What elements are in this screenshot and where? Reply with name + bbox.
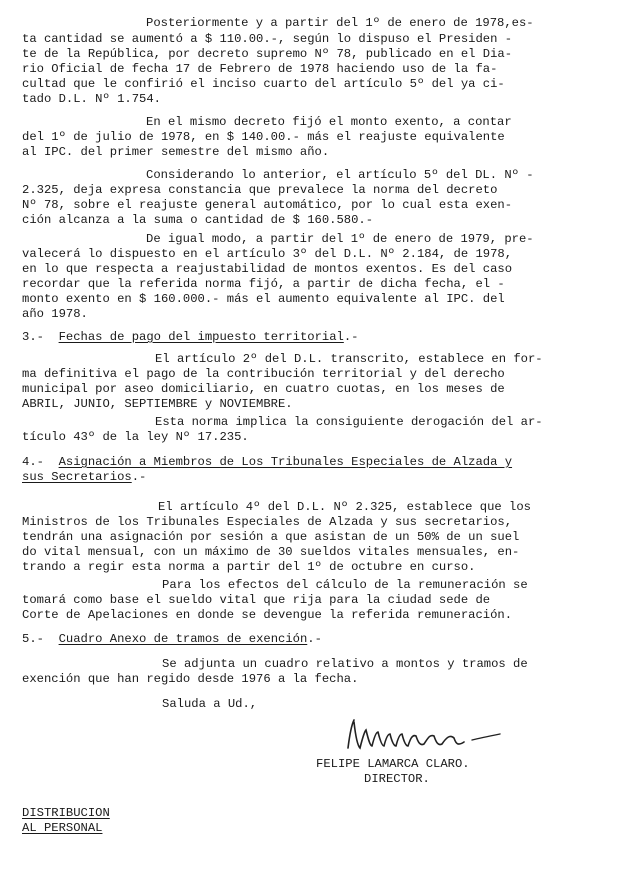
text-line: tendrán una asignación por sesión a que asistan de un 50% de un suel	[22, 530, 520, 544]
section-title-suffix: .-	[307, 632, 322, 646]
text-line: De igual modo, a partir del 1º de enero de 1979, pre-	[146, 232, 534, 246]
section-number: 3.-	[22, 330, 44, 344]
section-heading-4	[22, 455, 512, 469]
text-line: cultad que le confirió el inciso cuarto del artículo 5º del ya ci-	[22, 77, 505, 91]
text-line: Se adjunta un cuadro relativo a montos y tramos de	[162, 657, 528, 671]
signer-name: FELIPE LAMARCA CLARO.	[316, 757, 470, 771]
signer-title: DIRECTOR.	[364, 772, 430, 786]
text-line: tículo 43º de la ley Nº 17.235.	[22, 430, 249, 444]
text-line: El artículo 4º del D.L. Nº 2.325, establece que los	[158, 500, 531, 514]
text-line: 2.325, deja expresa constancia que prevalece la norma del decreto	[22, 183, 498, 197]
section-title: Fechas de pago del impuesto territorial	[58, 330, 344, 344]
text-line: Posteriormente y a partir del 1º de enero de 1978,es-	[146, 16, 534, 30]
text-line: do vital mensual, con un máximo de 30 sueldos vitales mensuales, en-	[22, 545, 520, 559]
text-line: municipal por aseo domiciliario, en cuatro cuotas, en los meses de	[22, 382, 505, 396]
salutation: Saluda a Ud.,	[162, 697, 258, 711]
text-line: ción alcanza a la suma o cantidad de $ 160.580.-	[22, 213, 374, 227]
text-line: ABRIL, JUNIO, SEPTIEMBRE y NOVIEMBRE.	[22, 397, 293, 411]
text-line: al IPC. del primer semestre del mismo año.	[22, 145, 330, 159]
section-number: 4.-	[22, 455, 44, 469]
text-line: Corte de Apelaciones en donde se devengue la referida remuneración.	[22, 608, 513, 622]
text-line: Ministros de los Tribunales Especiales de Alzada y sus secretarios,	[22, 515, 513, 529]
text-line: El artículo 2º del D.L. transcrito, establece en for-	[155, 352, 543, 366]
text-line: Nº 78, sobre el reajuste general automático, por lo cual esta exen-	[22, 198, 513, 212]
text-line: Para los efectos del cálculo de la remuneración se	[162, 578, 528, 592]
text-line: tomará como base el sueldo vital que rija para la ciudad sede de	[22, 593, 491, 607]
text-line: ta cantidad se aumentó a $ 110.00.-, según lo dispuso el Presiden -	[22, 32, 513, 46]
text-line: rio Oficial de fecha 17 de Febrero de 1978 haciendo uso de la fa-	[22, 62, 498, 76]
text-line: Esta norma implica la consiguiente derogación del ar-	[155, 415, 543, 429]
text-line: Considerando lo anterior, el artículo 5º del DL. Nº -	[146, 168, 534, 182]
text-line: En el mismo decreto fijó el monto exento, a contar	[146, 115, 512, 129]
text-line: ma definitiva el pago de la contribución territorial y del derecho	[22, 367, 505, 381]
section-heading-5	[22, 632, 322, 646]
text-line: te de la República, por decreto supremo Nº 78, publicado en el Dia-	[22, 47, 513, 61]
text-line: tado D.L. Nº 1.754.	[22, 92, 161, 106]
section-number: 5.-	[22, 632, 44, 646]
distribution-recipient: AL PERSONAL	[22, 821, 103, 835]
section-title: Cuadro Anexo de tramos de exención	[58, 632, 308, 646]
text-line: exención que han regido desde 1976 a la fecha.	[22, 672, 359, 686]
handwritten-signature-icon	[340, 712, 510, 758]
section-heading-3	[22, 330, 358, 344]
text-line: del 1º de julio de 1978, en $ 140.00.- más el reajuste equivalente	[22, 130, 505, 144]
text-line: año 1978.	[22, 307, 88, 321]
text-line: trando a regir esta norma a partir del 1º de octubre en curso.	[22, 560, 476, 574]
section-title: sus Secretarios	[22, 470, 132, 484]
section-title: Asignación a Miembros de Los Tribunales Especiales de Alzada y	[58, 455, 513, 469]
section-title-suffix: .-	[131, 470, 147, 484]
text-line: valecerá lo dispuesto en el artículo 3º del D.L. Nº 2.184, de 1978,	[22, 247, 513, 261]
text-line: recordar que la referida norma fijó, a partir de dicha fecha, el -	[22, 277, 505, 291]
section-title-suffix: .-	[343, 330, 359, 344]
distribution-label: DISTRIBUCION	[22, 806, 110, 820]
section-heading-4-continued	[22, 470, 146, 484]
text-line: monto exento en $ 160.000.- más el aumento equivalente al IPC. del	[22, 292, 505, 306]
text-line: en lo que respecta a reajustabilidad de montos exentos. Es del caso	[22, 262, 513, 276]
